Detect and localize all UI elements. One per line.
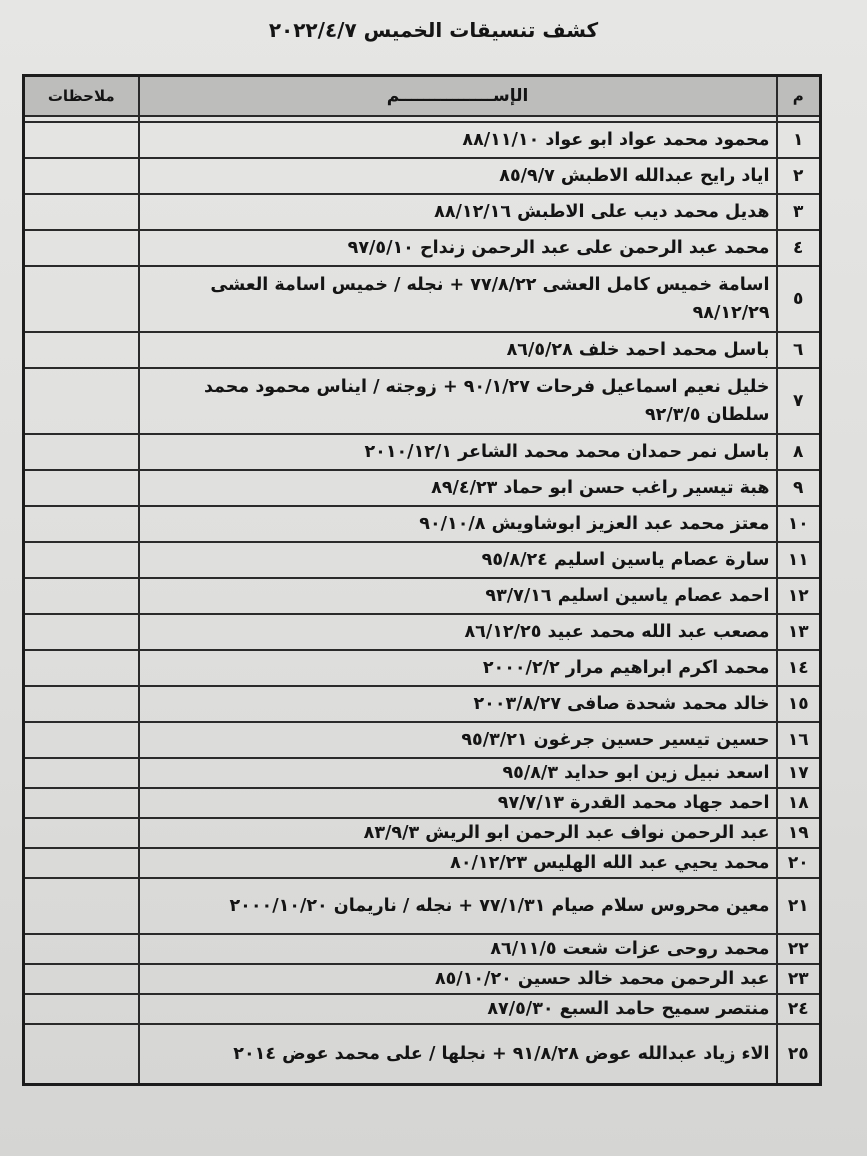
table-row xyxy=(24,650,821,686)
row-number: ١٠ xyxy=(777,506,821,542)
table-row xyxy=(24,686,821,722)
row-number: ٢٢ xyxy=(777,934,821,964)
row-notes xyxy=(24,934,139,964)
row-name: باسل نمر حمدان محمد محمد الشاعر ٢٠١٠/١٢/١ xyxy=(139,434,777,470)
table-row xyxy=(24,266,821,332)
row-name: باسل محمد احمد خلف ٨٦/٥/٢٨ xyxy=(139,332,777,368)
row-number: ١٤ xyxy=(777,650,821,686)
row-number: ٧ xyxy=(777,368,821,434)
row-notes xyxy=(24,878,139,934)
row-name: اسامة خميس كامل العشى ٧٧/٨/٢٢ + نجله / خميس اسامة العشى ٩٨/١٢/٢٩ xyxy=(139,266,777,332)
row-notes xyxy=(24,686,139,722)
row-number: ٣ xyxy=(777,194,821,230)
table-row xyxy=(24,368,821,434)
table-row xyxy=(24,578,821,614)
row-number: ٢١ xyxy=(777,878,821,934)
row-number: ١٦ xyxy=(777,722,821,758)
row-notes xyxy=(24,578,139,614)
roster-table xyxy=(22,74,822,1086)
row-number: ١٧ xyxy=(777,758,821,788)
row-number: ٢٣ xyxy=(777,964,821,994)
table-row xyxy=(24,722,821,758)
row-name: الاء زياد عبدالله عوض ٩١/٨/٢٨ + نجلها / على محمد عوض ٢٠١٤ xyxy=(139,1024,777,1084)
row-number: ٦ xyxy=(777,332,821,368)
table-row xyxy=(24,788,821,818)
table-row xyxy=(24,994,821,1024)
row-name: هديل محمد ديب على الاطبش ٨٨/١٢/١٦ xyxy=(139,194,777,230)
row-notes xyxy=(24,614,139,650)
table-row xyxy=(24,1024,821,1084)
row-name: مصعب عبد الله محمد عبيد ٨٦/١٢/٢٥ xyxy=(139,614,777,650)
row-number: ١٩ xyxy=(777,818,821,848)
row-name: احمد جهاد محمد القدرة ٩٧/٧/١٣ xyxy=(139,788,777,818)
row-name: محمد عبد الرحمن على عبد الرحمن زنداح ٩٧/٥/١٠ xyxy=(139,230,777,266)
row-number: ٢٥ xyxy=(777,1024,821,1084)
row-number: ٨ xyxy=(777,434,821,470)
row-number: ٤ xyxy=(777,230,821,266)
row-name: عبد الرحمن محمد خالد حسين ٨٥/١٠/٢٠ xyxy=(139,964,777,994)
table-row xyxy=(24,158,821,194)
row-notes xyxy=(24,332,139,368)
row-notes xyxy=(24,848,139,878)
row-notes xyxy=(24,1024,139,1084)
row-name: محمد روحى عزات شعت ٨٦/١١/٥ xyxy=(139,934,777,964)
roster-body xyxy=(24,122,821,1084)
row-notes xyxy=(24,788,139,818)
row-notes xyxy=(24,122,139,158)
row-number: ٩ xyxy=(777,470,821,506)
row-name: عبد الرحمن نواف عبد الرحمن ابو الريش ٨٣/٩/٣ xyxy=(139,818,777,848)
header-row xyxy=(24,76,821,117)
row-number: ٢٤ xyxy=(777,994,821,1024)
row-number: ١٢ xyxy=(777,578,821,614)
row-number: ٥ xyxy=(777,266,821,332)
row-name: خليل نعيم اسماعيل فرحات ٩٠/١/٢٧ + زوجته / ايناس محمود محمد سلطان ٩٢/٣/٥ xyxy=(139,368,777,434)
row-notes xyxy=(24,758,139,788)
row-name: محمود محمد عواد ابو عواد ٨٨/١١/١٠ xyxy=(139,122,777,158)
row-name: محمد يحيي عبد الله الهليس ٨٠/١٢/٢٣ xyxy=(139,848,777,878)
row-name: سارة عصام ياسين اسليم ٩٥/٨/٢٤ xyxy=(139,542,777,578)
row-notes xyxy=(24,964,139,994)
row-name: احمد عصام ياسين اسليم ٩٣/٧/١٦ xyxy=(139,578,777,614)
row-notes xyxy=(24,368,139,434)
header-number: م xyxy=(777,76,821,117)
row-name: معين محروس سلام صيام ٧٧/١/٣١ + نجله / ناريمان ٢٠٠٠/١٠/٢٠ xyxy=(139,878,777,934)
row-notes xyxy=(24,230,139,266)
row-name: محمد اكرم ابراهيم مرار ٢٠٠٠/٢/٢ xyxy=(139,650,777,686)
table-row xyxy=(24,194,821,230)
table-row xyxy=(24,818,821,848)
row-name: اياد رايح عبدالله الاطبش ٨٥/٩/٧ xyxy=(139,158,777,194)
table-row xyxy=(24,614,821,650)
row-notes xyxy=(24,994,139,1024)
table-row xyxy=(24,122,821,158)
table-row xyxy=(24,758,821,788)
header-notes: ملاحظات xyxy=(24,76,139,117)
row-notes xyxy=(24,722,139,758)
row-name: منتصر سميح حامد السبع ٨٧/٥/٣٠ xyxy=(139,994,777,1024)
row-notes xyxy=(24,542,139,578)
row-number: ١ xyxy=(777,122,821,158)
row-number: ٢ xyxy=(777,158,821,194)
row-number: ١٨ xyxy=(777,788,821,818)
table-row xyxy=(24,964,821,994)
table-row xyxy=(24,332,821,368)
row-notes xyxy=(24,434,139,470)
page-title: كشف تنسيقات الخميس ٢٠٢٢/٤/٧ xyxy=(268,18,599,42)
table-row xyxy=(24,434,821,470)
table-row xyxy=(24,470,821,506)
row-number: ١١ xyxy=(777,542,821,578)
row-notes xyxy=(24,650,139,686)
table-row xyxy=(24,878,821,934)
header-name: الإســــــــــــــــم xyxy=(139,76,777,117)
row-notes xyxy=(24,194,139,230)
table-row xyxy=(24,230,821,266)
row-name: هبة تيسير راغب حسن ابو حماد ٨٩/٤/٢٣ xyxy=(139,470,777,506)
row-name: معتز محمد عبد العزيز ابوشاويش ٩٠/١٠/٨ xyxy=(139,506,777,542)
row-notes xyxy=(24,506,139,542)
table-row xyxy=(24,506,821,542)
row-name: خالد محمد شحدة صافى ٢٠٠٣/٨/٢٧ xyxy=(139,686,777,722)
table-row xyxy=(24,934,821,964)
row-notes xyxy=(24,158,139,194)
row-notes xyxy=(24,818,139,848)
row-name: حسين تيسير حسين جرغون ٩٥/٣/٢١ xyxy=(139,722,777,758)
row-number: ٢٠ xyxy=(777,848,821,878)
row-number: ١٣ xyxy=(777,614,821,650)
row-number: ١٥ xyxy=(777,686,821,722)
row-notes xyxy=(24,470,139,506)
table-row xyxy=(24,542,821,578)
table-row xyxy=(24,848,821,878)
row-name: اسعد نبيل زين ابو حدايد ٩٥/٨/٣ xyxy=(139,758,777,788)
row-notes xyxy=(24,266,139,332)
